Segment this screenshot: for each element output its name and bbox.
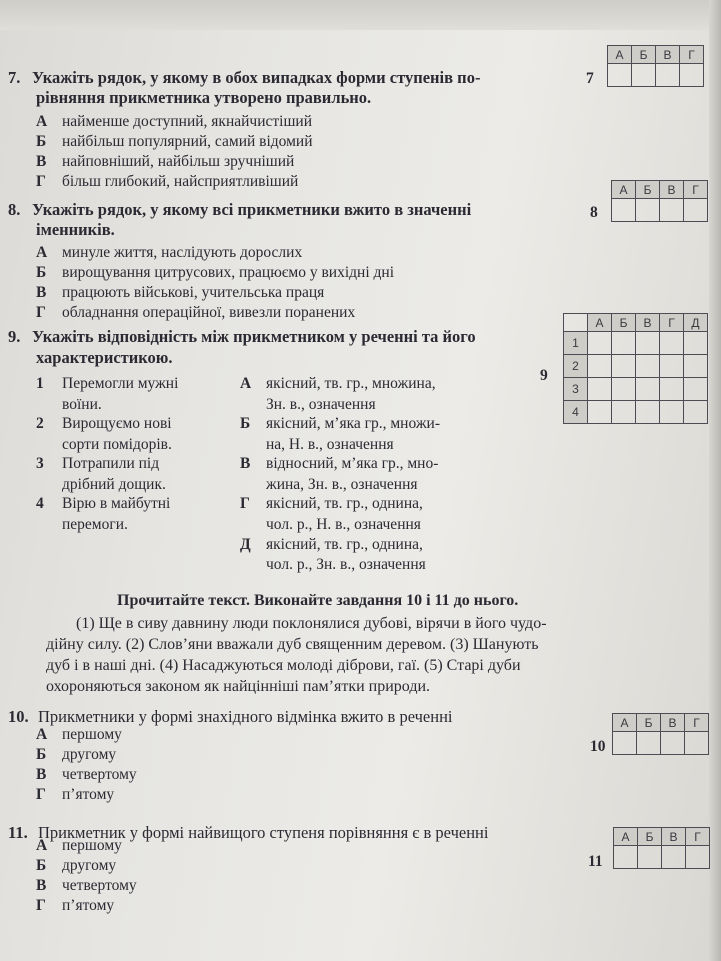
grid-header-cell: Б — [636, 181, 660, 199]
q8-answer-grid — [611, 180, 708, 222]
grid-header-cell: Г — [684, 181, 708, 199]
q9-left-item-4-cont: перемоги. — [62, 516, 128, 533]
answer-cell[interactable] — [638, 846, 662, 869]
reading-line-1: (1) Ще в сиву давнину люди поклонялися дубові, вірячи в його чудо- — [76, 615, 547, 632]
page-top-shadow — [0, 0, 721, 30]
grid-header-cell: Б — [632, 46, 656, 64]
q8-text-line1: Укажіть рядок, у якому всі прикметники вжито в значенні — [32, 200, 472, 219]
answer-cell[interactable] — [656, 64, 680, 87]
answer-cell[interactable] — [660, 401, 684, 424]
grid-header-cell: Г — [685, 714, 709, 732]
q9-number: 9. — [8, 327, 21, 346]
answer-cell[interactable] — [636, 199, 660, 222]
q10-answer-label: 10 — [590, 738, 606, 755]
grid-header-cell: Б — [638, 828, 662, 846]
q10-option-d: Г п’ятому — [36, 786, 115, 803]
grid-header-cell: А — [588, 314, 612, 332]
q11-option-a: А першому — [36, 837, 122, 854]
reading-line-4: охороняються законом як найцінніші пам’ятки природи. — [46, 678, 431, 695]
answer-cell[interactable] — [612, 401, 636, 424]
q7-answer-label: 7 — [586, 70, 594, 87]
answer-cell[interactable] — [636, 378, 660, 401]
grid-header-cell: Б — [612, 314, 636, 332]
answer-cell[interactable] — [608, 64, 632, 87]
grid-header-cell: А — [608, 46, 632, 64]
reading-line-3: дуб і в наші дні. (4) Насаджуються молоді діброви, гаї. (5) Старі дуби — [46, 657, 521, 674]
grid-header-cell: В — [636, 314, 660, 332]
q10-prompt — [8, 707, 453, 727]
q11-option-c: В четвертому — [36, 877, 137, 894]
grid-row-header: 4 — [564, 401, 588, 424]
answer-cell[interactable] — [680, 64, 704, 87]
q7-option-d: Г більш глибокий, найсприятливіший — [36, 173, 299, 190]
q9-right-item-e: Д якісний, тв. гр., однина, — [240, 536, 423, 553]
answer-cell[interactable] — [632, 64, 656, 87]
answer-cell[interactable] — [612, 332, 636, 355]
answer-cell[interactable] — [661, 732, 685, 755]
answer-cell[interactable] — [660, 355, 684, 378]
q7-prompt — [8, 68, 480, 88]
answer-cell[interactable] — [662, 846, 686, 869]
q9-right-item-a: А якісний, тв. гр., множина, — [240, 375, 436, 392]
q8-answer-label: 8 — [590, 204, 598, 221]
q9-text-line1: Укажіть відповідність між прикметником у реченні та його — [32, 327, 476, 346]
grid-row-header: 3 — [564, 378, 588, 401]
q8-text-line2: іменників. — [36, 220, 115, 239]
grid-header-cell: Г — [686, 828, 710, 846]
page-edge — [709, 0, 721, 961]
q9-left-item-1: 1 Перемогли мужні — [36, 375, 179, 392]
grid-header-cell: Б — [637, 714, 661, 732]
answer-cell[interactable] — [684, 378, 708, 401]
q11-option-b: Б другому — [36, 857, 117, 874]
q9-right-item-b: Б якісний, м’яка гр., множи- — [240, 415, 440, 432]
answer-cell[interactable] — [686, 846, 710, 869]
answer-cell[interactable] — [660, 378, 684, 401]
answer-cell[interactable] — [636, 355, 660, 378]
q8-number: 8. — [8, 200, 21, 219]
answer-cell[interactable] — [612, 378, 636, 401]
grid-header-cell: Г — [660, 314, 684, 332]
q10-number: 10. — [8, 707, 29, 726]
q8-prompt — [8, 200, 471, 220]
q11-answer-label: 11 — [588, 853, 603, 870]
q7-number: 7. — [8, 68, 21, 87]
q11-text: Прикметник у формі найвищого ступеня порівняння є в реченні — [38, 823, 489, 842]
answer-cell[interactable] — [588, 355, 612, 378]
q9-right-item-c: В відносний, м’яка гр., мно- — [240, 455, 439, 472]
answer-cell[interactable] — [613, 732, 637, 755]
grid-header-cell: В — [661, 714, 685, 732]
q9-answer-label: 9 — [540, 367, 548, 384]
answer-cell[interactable] — [636, 332, 660, 355]
grid-row-header: 2 — [564, 355, 588, 378]
q9-right-item-e-cont: чол. р., Зн. в., означення — [266, 556, 426, 573]
q9-left-item-2: 2 Вирощуємо нові — [36, 415, 172, 432]
grid-row-header: 1 — [564, 332, 588, 355]
q7-text-line1: Укажіть рядок, у якому в обох випадках форми ступенів по- — [32, 68, 481, 87]
q9-left-item-3-cont: дрібний дощик. — [62, 476, 166, 493]
q7-text-line2: рівняння прикметника утворено правильно. — [36, 88, 372, 107]
answer-cell[interactable] — [684, 332, 708, 355]
grid-corner-cell — [564, 314, 588, 332]
q9-right-item-b-cont: на, Н. в., означення — [266, 436, 394, 453]
answer-cell[interactable] — [588, 401, 612, 424]
q9-left-item-3: 3 Потрапили під — [36, 455, 160, 472]
grid-header-cell: В — [656, 46, 680, 64]
answer-cell[interactable] — [637, 732, 661, 755]
q8-option-b: Б вирощування цитрусових, працюємо у вихідні дні — [36, 264, 395, 281]
q10-option-b: Б другому — [36, 746, 117, 763]
reading-line-2: дійну силу. (2) Слов’яни вважали дуб священним деревом. (3) Шанують — [46, 636, 539, 653]
q10-answer-grid — [612, 713, 709, 755]
q8-option-d: Г обладнання операційної, вивезли поранених — [36, 304, 356, 321]
answer-cell[interactable] — [636, 401, 660, 424]
grid-header-cell: А — [613, 714, 637, 732]
q8-option-a: А минуле життя, наслідують дорослих — [36, 244, 303, 261]
q7-option-b: Б найбільш популярний, самий відомий — [36, 133, 313, 150]
answer-cell[interactable] — [612, 355, 636, 378]
answer-cell[interactable] — [684, 355, 708, 378]
grid-header-cell: Г — [680, 46, 704, 64]
grid-header-cell: Д — [684, 314, 708, 332]
q10-option-a: А першому — [36, 726, 122, 743]
q9-left-item-4: 4 Вірю в майбутні — [36, 495, 171, 512]
q9-right-item-c-cont: жина, Зн. в., означення — [266, 476, 418, 493]
grid-header-cell: В — [662, 828, 686, 846]
q9-left-item-2-cont: сорти помідорів. — [62, 436, 172, 453]
grid-header-cell: А — [614, 828, 638, 846]
q9-right-item-d-cont: чол. р., Н. в., означення — [266, 516, 421, 533]
answer-cell[interactable] — [684, 199, 708, 222]
q7-option-c: В найповніший, найбільш зручніший — [36, 153, 295, 170]
answer-cell[interactable] — [614, 846, 638, 869]
q11-option-d: Г п’ятому — [36, 897, 115, 914]
q7-option-a: А найменше доступний, якнайчистіший — [36, 113, 312, 130]
answer-cell[interactable] — [588, 378, 612, 401]
answer-cell[interactable] — [685, 732, 709, 755]
reading-heading: Прочитайте текст. Виконайте завдання 10 і 11 до нього. — [117, 592, 519, 609]
q9-text-line2: характеристикою. — [36, 348, 173, 367]
answer-cell[interactable] — [684, 401, 708, 424]
q9-right-item-d: Г якісний, тв. гр., однина, — [240, 495, 423, 512]
answer-cell[interactable] — [660, 199, 684, 222]
q9-left-item-1-cont: воїни. — [62, 396, 102, 413]
answer-cell[interactable] — [612, 199, 636, 222]
q8-option-c: В працюють військові, учительська праця — [36, 284, 325, 301]
answer-cell[interactable] — [660, 332, 684, 355]
q11-number: 11. — [8, 823, 28, 842]
q9-prompt — [8, 327, 476, 347]
q11-answer-grid — [613, 827, 710, 869]
answer-cell[interactable] — [588, 332, 612, 355]
grid-header-cell: В — [660, 181, 684, 199]
grid-header-cell: А — [612, 181, 636, 199]
q10-text: Прикметники у формі знахідного відмінка вжито в реченні — [38, 707, 453, 726]
q9-right-item-a-cont: Зн. в., означення — [266, 396, 376, 413]
q9-answer-grid — [563, 313, 708, 424]
q7-answer-grid — [607, 45, 704, 87]
q10-option-c: В четвертому — [36, 766, 137, 783]
